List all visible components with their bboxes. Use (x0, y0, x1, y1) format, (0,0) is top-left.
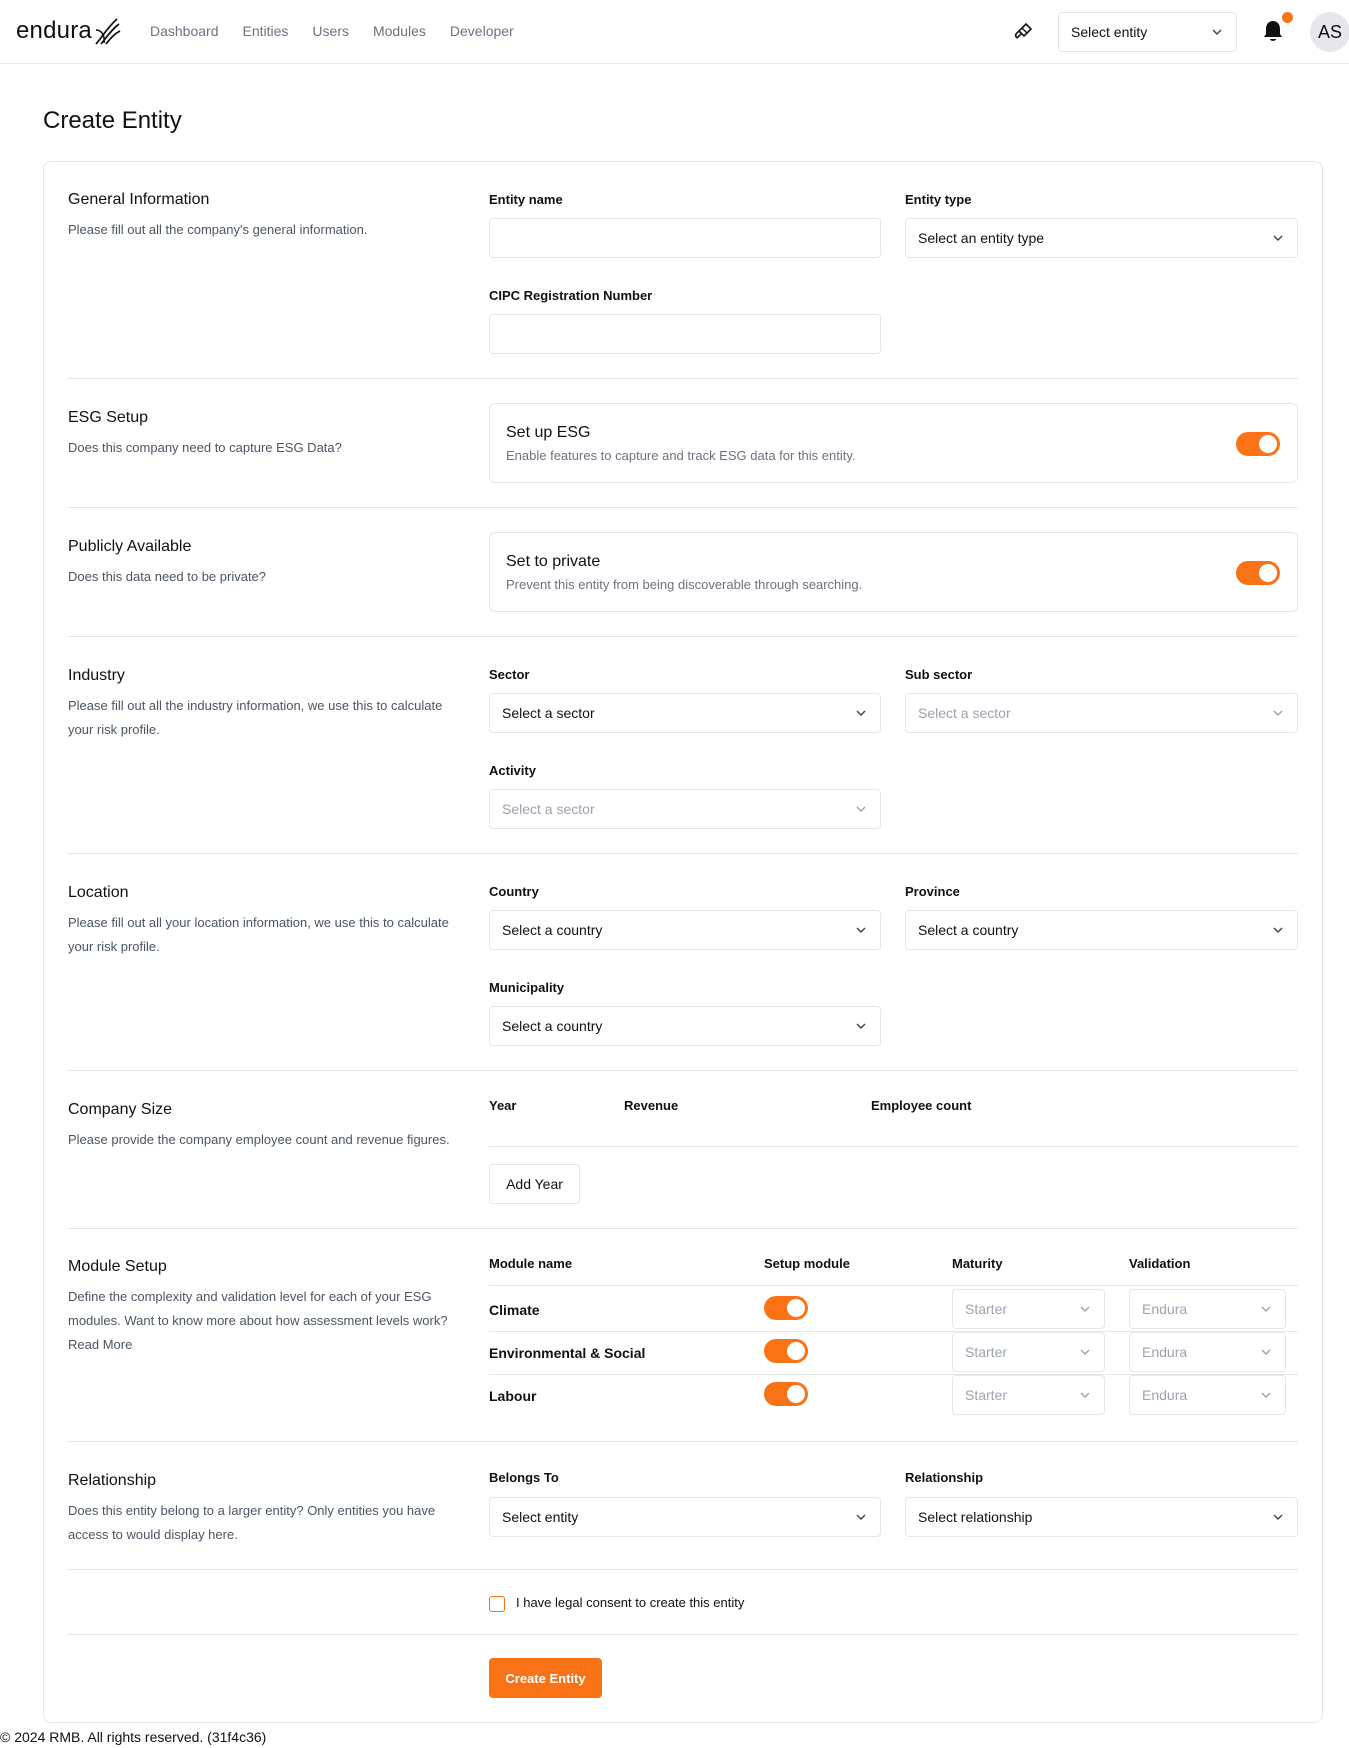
legal-consent-label: I have legal consent to create this entity (516, 1595, 745, 1610)
esg-setup-description: Does this company need to capture ESG Data? (68, 440, 342, 455)
chevron-down-icon (854, 1019, 868, 1033)
footer-copyright: © 2024 RMB. All rights reserved. (31f4c36) (0, 1729, 267, 1745)
activity-select[interactable] (489, 789, 881, 829)
validation-column-header: Validation (1129, 1256, 1191, 1271)
company-size-description: Please provide the company employee count and revenue figures. (68, 1132, 450, 1147)
validation-value: Endura (1142, 1301, 1188, 1317)
country-value: Select a country (502, 922, 603, 938)
private-card-title: Set to private (506, 553, 601, 570)
relationship-heading: Relationship (68, 1472, 157, 1489)
industry-description: Please fill out all the industry information, we use this to calculate your risk profile. (68, 698, 443, 737)
chevron-down-icon (1259, 1345, 1273, 1359)
general-info-heading: General Information (68, 191, 210, 208)
relationship-description: Does this entity belong to a larger entity? Only entities you have access to would display here. (68, 1503, 436, 1542)
module-setup-heading: Module Setup (68, 1258, 167, 1275)
section-divider (68, 1228, 1298, 1229)
revenue-column-header: Revenue (624, 1098, 679, 1113)
activity-label: Activity (489, 763, 536, 778)
municipality-label: Municipality (489, 980, 565, 995)
environmental-social-module-toggle[interactable] (764, 1339, 808, 1363)
municipality-select[interactable] (489, 1006, 881, 1046)
entity-select-value: Select entity (1071, 24, 1148, 40)
nav-modules[interactable]: Modules (372, 23, 426, 39)
entity-name-label: Entity name (489, 192, 563, 207)
validation-value: Endura (1142, 1387, 1188, 1403)
subsector-value: Select a sector (918, 705, 1011, 721)
notifications-bell-icon[interactable] (1262, 19, 1284, 43)
location-description: Please fill out all your location information, we use this to calculate your risk profile. (68, 915, 449, 954)
chevron-down-icon (854, 802, 868, 816)
validation-select[interactable] (1129, 1332, 1286, 1372)
cipc-input[interactable] (489, 314, 881, 354)
module-name: Climate (489, 1302, 540, 1318)
chevron-down-icon (1271, 1510, 1285, 1524)
top-bar (0, 0, 1349, 64)
chevron-down-icon (1259, 1302, 1273, 1316)
module-name: Labour (489, 1388, 537, 1404)
notification-badge (1282, 12, 1293, 23)
esg-setup-card (489, 403, 1298, 483)
entity-select[interactable] (1058, 12, 1237, 52)
belongs-to-select[interactable] (489, 1497, 881, 1537)
country-label: Country (489, 884, 539, 899)
validation-select[interactable] (1129, 1289, 1286, 1329)
validation-value: Endura (1142, 1344, 1188, 1360)
municipality-value: Select a country (502, 1018, 603, 1034)
chevron-down-icon (1259, 1388, 1273, 1402)
chevron-down-icon (854, 1510, 868, 1524)
entity-type-label: Entity type (905, 192, 972, 207)
relationship-value: Select relationship (918, 1509, 1033, 1525)
industry-heading: Industry (68, 667, 125, 684)
module-name: Environmental & Social (489, 1345, 646, 1361)
cipc-label: CIPC Registration Number (489, 288, 653, 303)
table-header-divider (489, 1146, 1298, 1147)
endura-logo[interactable] (16, 16, 121, 46)
belongs-to-value: Select entity (502, 1509, 579, 1525)
province-label: Province (905, 884, 960, 899)
subsector-label: Sub sector (905, 667, 973, 682)
section-divider (68, 1070, 1298, 1071)
chevron-down-icon (1271, 706, 1285, 720)
nav-entities[interactable]: Entities (242, 23, 289, 39)
setup-module-column-header: Setup module (764, 1256, 850, 1271)
sector-value: Select a sector (502, 705, 595, 721)
nav-developer[interactable]: Developer (449, 23, 514, 39)
company-size-heading: Company Size (68, 1101, 173, 1118)
province-value: Select a country (918, 922, 1019, 938)
chevron-down-icon (1271, 923, 1285, 937)
chevron-down-icon (1210, 25, 1224, 39)
section-divider (68, 636, 1298, 637)
section-divider (68, 1569, 1298, 1570)
private-card (489, 532, 1298, 612)
esg-toggle[interactable] (1236, 432, 1280, 456)
page-title: Create Entity (43, 107, 182, 134)
chevron-down-icon (1078, 1345, 1092, 1359)
create-entity-button[interactable]: Create Entity (489, 1658, 602, 1698)
main-nav (150, 23, 514, 39)
module-name-column-header: Module name (489, 1256, 573, 1271)
chevron-down-icon (854, 706, 868, 720)
esg-setup-heading: ESG Setup (68, 409, 149, 426)
employee-count-column-header: Employee count (871, 1098, 972, 1113)
module-setup-description: Define the complexity and validation level for each of your ESG modules. Want to know more about how assessment levels work? Read More (68, 1289, 448, 1352)
year-column-header: Year (489, 1098, 517, 1113)
module-table-divider (489, 1285, 1298, 1286)
esg-card-description: Enable features to capture and track ESG data for this entity. (506, 448, 856, 463)
maturity-column-header: Maturity (952, 1256, 1003, 1271)
nav-dashboard[interactable]: Dashboard (150, 23, 219, 39)
sector-select[interactable] (489, 693, 881, 733)
validation-select[interactable] (1129, 1375, 1286, 1415)
public-description: Does this data need to be private? (68, 569, 267, 584)
province-select[interactable] (905, 910, 1298, 950)
section-divider (68, 507, 1298, 508)
maturity-select[interactable] (952, 1332, 1105, 1372)
chevron-down-icon (1271, 231, 1285, 245)
section-divider (68, 378, 1298, 379)
chevron-down-icon (854, 923, 868, 937)
belongs-to-label: Belongs To (489, 1470, 559, 1485)
general-info-description: Please fill out all the company's general information. (68, 222, 368, 237)
maturity-select[interactable] (952, 1289, 1105, 1329)
chevron-down-icon (1078, 1302, 1092, 1316)
section-divider (68, 853, 1298, 854)
climate-module-toggle[interactable] (764, 1296, 808, 1320)
relationship-select[interactable] (905, 1497, 1298, 1537)
maturity-value: Starter (965, 1387, 1008, 1403)
activity-value: Select a sector (502, 801, 595, 817)
location-heading: Location (68, 884, 129, 901)
entity-type-select[interactable] (905, 218, 1298, 258)
nav-users[interactable]: Users (312, 23, 349, 39)
section-divider (68, 1634, 1298, 1635)
subsector-select[interactable] (905, 693, 1298, 733)
add-year-button[interactable]: Add Year (489, 1164, 580, 1204)
brush-icon[interactable] (1013, 22, 1033, 42)
maturity-value: Starter (965, 1301, 1008, 1317)
entity-name-input[interactable] (489, 218, 881, 258)
user-avatar[interactable]: AS (1310, 12, 1349, 52)
public-heading: Publicly Available (68, 538, 192, 555)
country-select[interactable] (489, 910, 881, 950)
labour-module-toggle[interactable] (764, 1382, 808, 1406)
maturity-value: Starter (965, 1344, 1008, 1360)
legal-consent-checkbox[interactable] (489, 1596, 505, 1612)
logo-text: endura (16, 17, 92, 44)
sector-label: Sector (489, 667, 530, 682)
entity-type-value: Select an entity type (918, 230, 1045, 246)
maturity-select[interactable] (952, 1375, 1105, 1415)
relationship-label: Relationship (905, 1470, 984, 1485)
chevron-down-icon (1078, 1388, 1092, 1402)
section-divider (68, 1441, 1298, 1442)
private-card-description: Prevent this entity from being discoverable through searching. (506, 577, 863, 592)
esg-card-title: Set up ESG (506, 424, 591, 441)
private-toggle[interactable] (1236, 561, 1280, 585)
logo-mark-icon (93, 16, 121, 46)
